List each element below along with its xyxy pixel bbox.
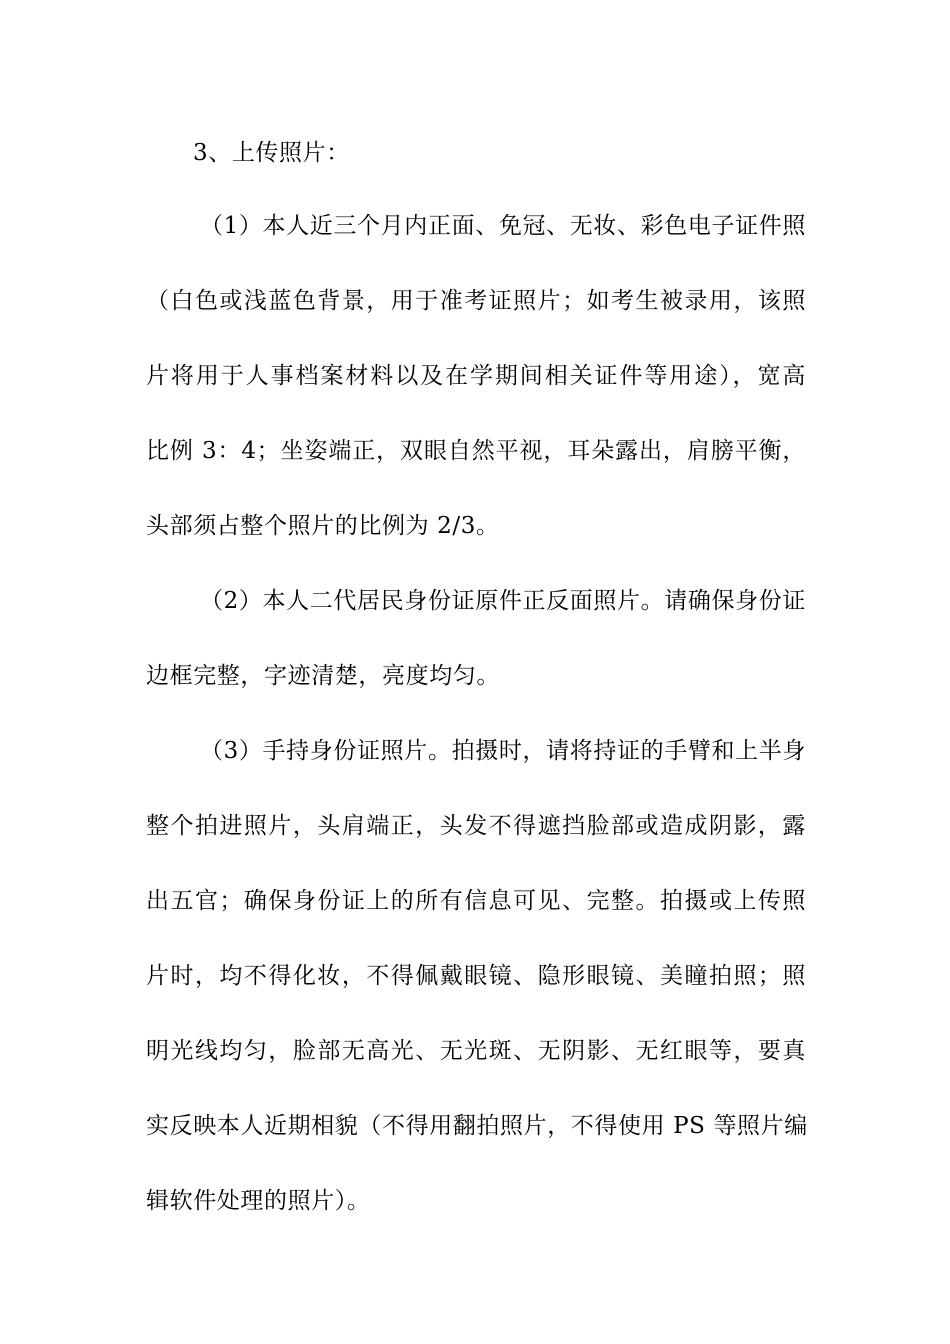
paragraph-line: 片将用于人事档案材料以及在学期间相关证件等用途），宽高 <box>146 363 806 389</box>
paragraph-line: 片时，均不得化妆，不得佩戴眼镜、隐形眼镜、美瞳拍照；照 <box>146 963 806 989</box>
paragraph-line: （白色或浅蓝色背景，用于准考证照片；如考生被录用，该照 <box>146 288 806 314</box>
paragraph-line: 比例 3：4；坐姿端正，双眼自然平视，耳朵露出，肩膀平衡， <box>146 438 806 464</box>
paragraph-line: 实反映本人近期相貌（不得用翻拍照片，不得使用 PS 等照片编 <box>146 1113 808 1139</box>
paragraph-line: （2）本人二代居民身份证原件正反面照片。请确保身份证 <box>200 588 806 614</box>
paragraph-line: 辑软件处理的照片）。 <box>146 1188 371 1214</box>
paragraph-line: 整个拍进照片，头肩端正，头发不得遮挡脸部或造成阴影，露 <box>146 813 806 839</box>
paragraph-line: 出五官；确保身份证上的所有信息可见、完整。拍摄或上传照 <box>146 888 806 914</box>
paragraph-line: 边框完整，字迹清楚，亮度均匀。 <box>146 663 500 689</box>
paragraph-line: 头部须占整个照片的比例为 2/3。 <box>146 513 500 539</box>
paragraph-line: （3）手持身份证照片。拍摄时，请将持证的手臂和上半身 <box>200 738 806 764</box>
section-heading: 3、上传照片： <box>193 140 350 166</box>
paragraph-line: （1）本人近三个月内正面、免冠、无妆、彩色电子证件照 <box>200 213 806 239</box>
paragraph-line: 明光线均匀，脸部无高光、无光斑、无阴影、无红眼等，要真 <box>146 1038 806 1064</box>
